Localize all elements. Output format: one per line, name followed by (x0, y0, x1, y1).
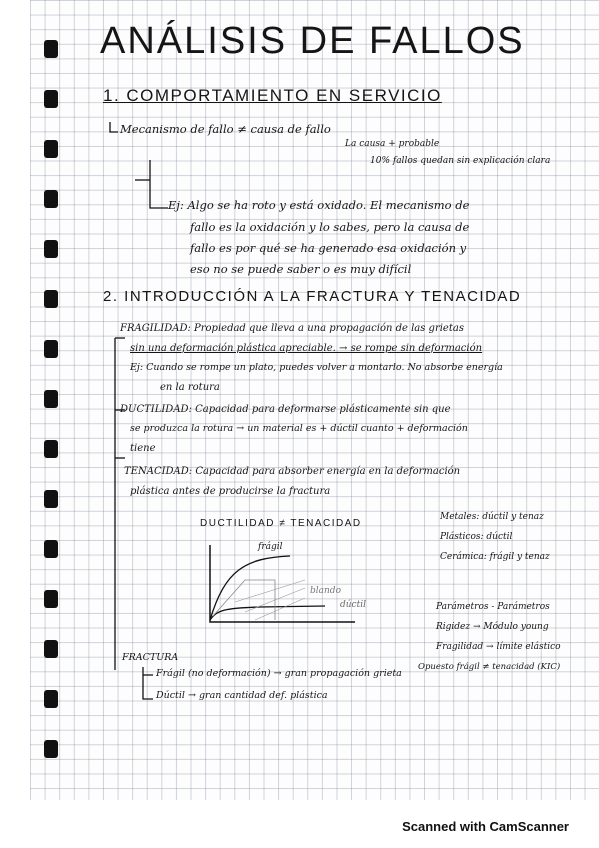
binder-hole (44, 390, 58, 408)
side-note: Plásticos: dúctil (440, 532, 513, 542)
section2-heading: 2. INTRODUCCIÓN A LA FRACTURA Y TENACIDAD (103, 288, 522, 305)
fragilidad-line: sin una deformación plástica apreciable. → se rompe sin deformación (130, 343, 483, 354)
ductilidad-line: tiene (130, 443, 156, 454)
binder-hole (44, 490, 58, 508)
section1-line2: La causa + probable (345, 139, 440, 149)
fragilidad-line: FRAGILIDAD: Propiedad que lleva a una propagación de las grietas (120, 323, 464, 334)
section1-line1: Mecanismo de fallo ≠ causa de fallo (120, 122, 331, 136)
page-title: ANÁLISIS DE FALLOS (100, 20, 525, 62)
section2-bracket (105, 330, 135, 670)
section1-example-line: fallo es la oxidación y lo sabes, pero la causa de (190, 220, 470, 234)
binder-hole (44, 90, 58, 108)
fractura-line: Dúctil → gran cantidad def. plástica (156, 690, 328, 701)
binder-hole (44, 690, 58, 708)
side-note-param: Opuesto frágil ≠ tenacidad (KIC) (418, 662, 561, 672)
fractura-label: FRACTURA (122, 652, 179, 663)
side-note-param: Rigidez → Módulo young (436, 622, 549, 632)
side-note-param: Fragilidad → límite elástico (436, 642, 561, 652)
graph-label-ductil: dúctil (340, 600, 366, 610)
binder-hole (44, 590, 58, 608)
stress-strain-sketch (205, 540, 375, 630)
ductilidad-line: DUCTILIDAD: Capacidad para deformarse plásticamente sin que (120, 404, 451, 415)
binder-hole (44, 340, 58, 358)
binder-hole (44, 740, 58, 758)
binder-hole (44, 140, 58, 158)
side-note: Metales: dúctil y tenaz (440, 512, 544, 522)
binder-hole (44, 440, 58, 458)
graph-label-blando: blando (310, 586, 341, 596)
side-note: Cerámica: frágil y tenaz (440, 552, 550, 562)
tenacidad-line: TENACIDAD: Capacidad para absorber energía en la deformación (124, 466, 461, 477)
side-note-param: Parámetros - Parámetros (436, 602, 550, 612)
binder-hole (44, 540, 58, 558)
ductilidad-line: se produzca la rotura → un material es + dúctil cuanto + deformación (130, 423, 468, 434)
tenacidad-line: plástica antes de producirse la fractura (130, 486, 331, 497)
fragilidad-line: en la rotura (160, 382, 220, 393)
section1-example-line: Ej: Algo se ha roto y está oxidado. El mecanismo de (168, 198, 470, 212)
binder-hole (44, 640, 58, 658)
section1-example-line: fallo es por qué se ha generado esa oxidación y (190, 241, 467, 255)
section1-line3: 10% fallos quedan sin explicación clara (370, 156, 551, 166)
graph-label-fragil: frágil (258, 542, 283, 552)
fragilidad-line: Ej: Cuando se rompe un plato, puedes volver a montarlo. No absorbe energía (130, 362, 503, 373)
section1-example-line: eso no se puede saber o es muy difícil (190, 262, 412, 276)
binder-hole (44, 190, 58, 208)
section1-heading: 1. COMPORTAMIENTO EN SERVICIO (103, 86, 442, 105)
fractura-line: Frágil (no deformación) → gran propagación grieta (156, 668, 402, 679)
binder-hole (44, 240, 58, 258)
binder-hole (44, 40, 58, 58)
scanner-watermark: Scanned with CamScanner (402, 819, 569, 834)
graph-title: DUCTILIDAD ≠ TENACIDAD (200, 518, 362, 529)
binder-hole (44, 290, 58, 308)
